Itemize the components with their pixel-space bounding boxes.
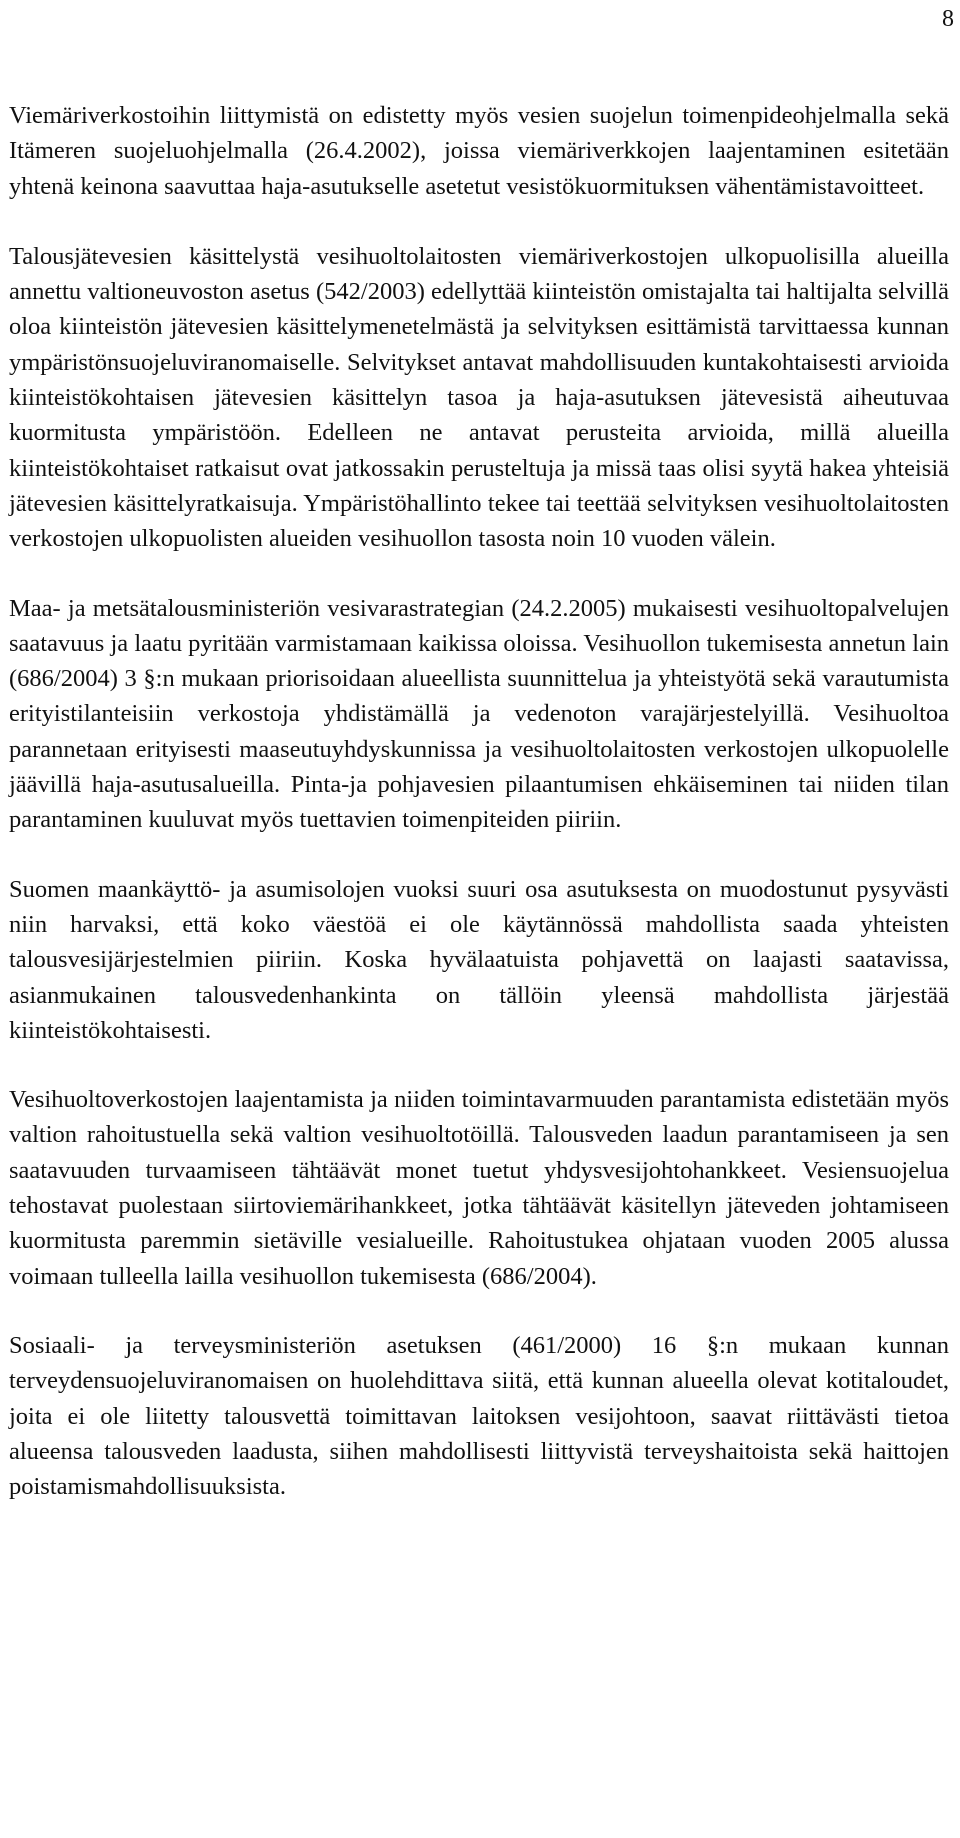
paragraph-health-decree: Sosiaali- ja terveysministeriön asetuksen (461/2000) 16 §:n mukaan kunnan terveydensuojeluviranomaisen on huolehdittava siitä, että kunnan alueella olevat kotitaloudet, joita ei ole liitetty talousvettä toimittavan laitoksen vesijohtoon, saavat riittävästi tietoa alueensa talousveden laadusta, siihen mahdollisesti liittyvistä terveyshaitoista sekä haittojen poistamismahdollisuuksista. bbox=[9, 1331, 949, 1501]
paragraph-land-use: Suomen maankäyttö- ja asumisolojen vuoksi suuri osa asutuksesta on muodostunut pysyvästi niin harvaksi, että koko väestöä ei ole käytännössä mahdollista saada yhteisten talousvesijärjestelmien piiriin. Koska hyvälaatuista pohjavettä on laajasti saatavissa, asianmukainen talousvedenhankinta on tällöin yleensä mahdollista järjestää kiinteistökohtaisesti. bbox=[9, 875, 949, 1044]
paragraph-wastewater-decree: Talousjätevesien käsittelystä vesihuoltolaitosten viemäriverkostojen ulkopuolisilla alueilla annettu valtioneuvoston asetus (542/2003) edellyttää kiinteistön omistajalta tai haltijalta selvillä oloa kiinteistön jätevesien käsittelymenetelmästä ja selvityksen esittämistä tarvittaessa kunnan ympäristönsuojeluviranomaiselle. Selvitykset antavat mahdollisuuden kuntakohtaisesti arvioida kiinteistökohtaisen jätevesien käsittelyn tasoa ja haja-asutuksen jätevesistä aiheutuvaa kuormitusta ympäristöön. Edelleen ne antavat perusteita arvioida, millä alueilla kiinteistökohtaiset ratkaisut ovat jatkossakin perusteltuja ja missä taas olisi syytä hakea yhteisiä jätevesien käsittelyratkaisuja. Ympäristöhallinto tekee tai teettää selvityksen vesihuoltolaitosten verkostojen ulkopuolisten alueiden vesihuollon tasosta noin 10 vuoden välein. bbox=[9, 242, 949, 553]
page-number: 8 bbox=[942, 6, 954, 32]
document-body bbox=[9, 98, 949, 1504]
paragraph-water-strategy: Maa- ja metsätalousministeriön vesivarastrategian (24.2.2005) mukaisesti vesihuoltopalvelujen saatavuus ja laatu pyritään varmistamaan kaikissa oloissa. Vesihuollon tukemisesta annetun lain (686/2004) 3 §:n mukaan priorisoidaan alueellista suunnittelua ja yhteistyötä sekä varautumista erityistilanteisiin verkostoja yhdistämällä ja vedenoton varajärjestelyillä. Vesihuoltoa parannetaan erityisesti maaseutuyhdyskunnissa ja vesihuoltolaitosten verkostojen ulkopuolelle jäävillä haja-asutusalueilla. Pinta-ja pohjavesien pilaantumisen ehkäiseminen tai niiden tilan parantaminen kuuluvat myös tuettavien toimenpiteiden piiriin. bbox=[9, 594, 949, 834]
paragraph-network-expansion: Vesihuoltoverkostojen laajentamista ja niiden toimintavarmuuden parantamista edistetään myös valtion rahoitustuella sekä valtion vesihuoltotöillä. Talousveden laadun parantamiseen ja sen saatavuuden turvaamiseen tähtäävät monet tuetut yhdysvesijohtohankkeet. Vesiensuojelua tehostavat puolestaan siirtoviemärihankkeet, jotka tähtäävät käsitellyn jäteveden johtamiseen kuormitusta paremmin sietäville vesialueille. Rahoitustukea ohjataan vuoden 2005 alussa voimaan tulleella lailla vesihuollon tukemisesta (686/2004). bbox=[9, 1086, 949, 1290]
paragraph-sewer-connections: Viemäriverkostoihin liittymistä on edistetty myös vesien suojelun toimenpideohjelmalla sekä Itämeren suojeluohjelmalla (26.4.2002), joissa viemäriverkkojen laajentaminen esitetään yhtenä keinona saavuttaa haja-asutukselle asetetut vesistökuormituksen vähentämistavoitteet. bbox=[9, 102, 949, 200]
